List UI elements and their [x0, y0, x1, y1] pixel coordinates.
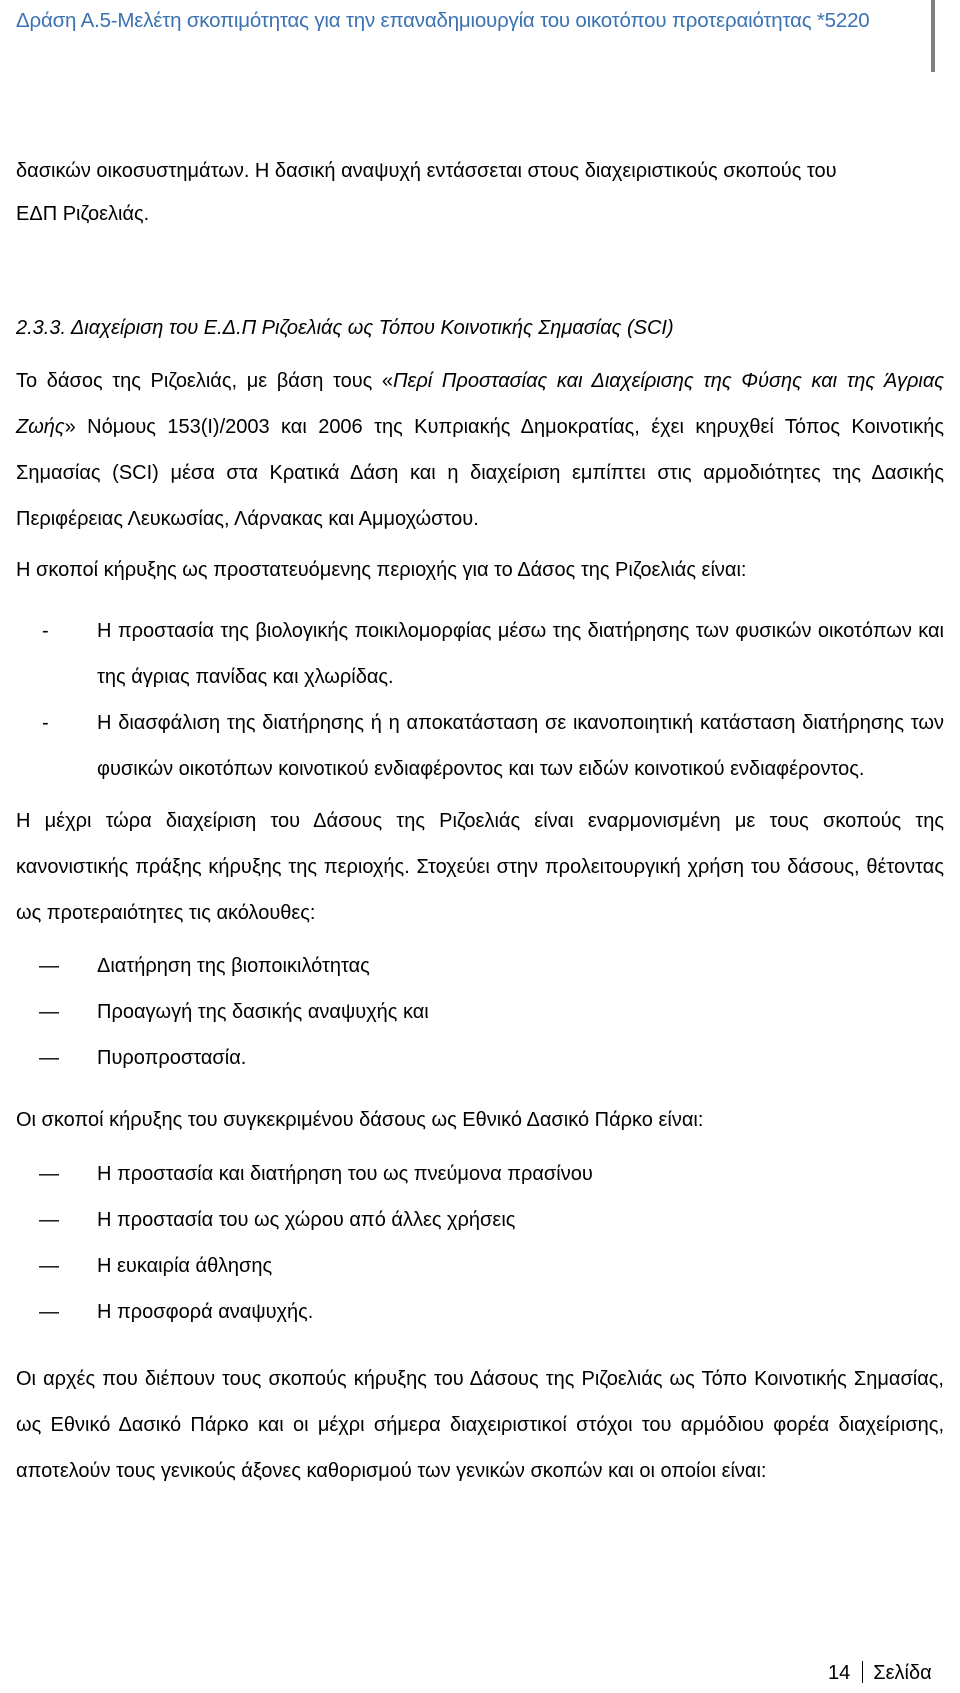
document-body [16, 155, 944, 1494]
paragraph-designation-goals: Η σκοποί κήρυξης ως προστατευόμενης περιοχής για το Δάσος της Ριζοελιάς είναι: [16, 559, 747, 581]
paragraph-legal-status-law-title: Περί Προστασίας και Διαχείρισης της Φύσης και της Άγριας Ζωής [16, 370, 944, 438]
emdash-bullet: — [39, 1001, 59, 1023]
designation-goals-list [16, 608, 944, 792]
page-number: 14 [828, 1662, 851, 1684]
priorities-list [16, 950, 944, 1074]
paragraph-legal-status-part1: Το δάσος της Ριζοελιάς, με βάση τους « [16, 370, 394, 392]
list-item-text: Η προσφορά αναψυχής. [97, 1301, 314, 1323]
emdash-bullet: — [39, 1255, 59, 1277]
dash-bullet: - [42, 620, 49, 642]
park-goals-list [16, 1158, 944, 1328]
emdash-bullet: — [39, 1301, 59, 1323]
list-item-text: Πυροπροστασία. [97, 1047, 247, 1069]
header-title: Δράση Α.5-Μελέτη σκοπιμότητας για την επαναδημιουργία του οικοτόπου προτεραιότητας *5220 [16, 9, 870, 32]
list-item-text: Η προστασία της βιολογικής ποικιλομορφίας μέσω της διατήρησης των φυσικών οικοτόπων και της άγριας πανίδας και χλωρίδας. [97, 620, 944, 688]
emdash-bullet: — [39, 1047, 59, 1069]
list-item [16, 1158, 944, 1190]
intro-line-2: ΕΔΠ Ριζοελιάς. [16, 203, 150, 225]
list-item-text: Η ευκαιρία άθλησης [97, 1255, 273, 1277]
page-footer [828, 1661, 932, 1685]
list-item [16, 1296, 944, 1328]
list-item-text: Διατήρηση της βιοποικιλότητας [97, 955, 370, 977]
footer-divider [862, 1661, 863, 1683]
emdash-bullet: — [39, 1209, 59, 1231]
list-item-text: Η προστασία του ως χώρου από άλλες χρήσεις [97, 1209, 516, 1231]
list-item [16, 996, 944, 1028]
page-header [0, 0, 960, 70]
paragraph-legal-status-part3: » Νόμους 153(Ι)/2003 και 2006 της Κυπριακής Δημοκρατίας, έχει κηρυχθεί Τόπος Κοινοτικής Σημασίας (SCI) μέσα στα Κρατικά Δάση και η διαχείριση εμπίπτει στις αρμοδιότητες της Δασικής Περιφέρειας Λευκωσίας, Λάρνακας και Αμμοχώστου. [16, 416, 944, 530]
section-title: 2.3.3. Διαχείριση του Ε.Δ.Π Ριζοελιάς ως Τόπου Κοινοτικής Σημασίας (SCI) [16, 317, 674, 339]
list-item [16, 950, 944, 982]
dash-bullet: - [42, 712, 49, 734]
paragraph-park-goals: Οι σκοποί κήρυξης του συγκεκριμένου δάσους ως Εθνικό Δασικό Πάρκο είναι: [16, 1109, 704, 1131]
page-label: Σελίδα [873, 1662, 932, 1684]
paragraph-principles: Οι αρχές που διέπουν τους σκοπούς κήρυξης του Δάσους της Ριζοελιάς ως Τόπο Κοινοτικής Σημασίας, ως Εθνικό Δασικό Πάρκο και οι μέχρι σήμερα διαχειριστικοί στόχοι του αρμόδιου φορέα διαχείρισης, αποτελούν τους γενικούς άξονες καθορισμού των γενικών σκοπών και οι οποίοι είναι: [16, 1368, 944, 1482]
list-item [16, 700, 944, 792]
emdash-bullet: — [39, 1163, 59, 1185]
list-item-text: Προαγωγή της δασικής αναψυχής και [97, 1001, 429, 1023]
list-item [16, 608, 944, 700]
intro-line-1: δασικών οικοσυστημάτων. Η δασική αναψυχή εντάσσεται στους διαχειριστικούς σκοπούς του [16, 160, 837, 182]
header-vertical-rule [931, 0, 935, 72]
list-item [16, 1204, 944, 1236]
list-item-text: Η διασφάλιση της διατήρησης ή η αποκατάσταση σε ικανοποιητική κατάσταση διατήρησης των φυσικών οικοτόπων κοινοτικού ενδιαφέροντος και των ειδών κοινοτικού ενδιαφέροντος. [97, 712, 944, 780]
paragraph-management: Η μέχρι τώρα διαχείριση του Δάσους της Ριζοελιάς είναι εναρμονισμένη με τους σκοπούς της κανονιστικής πράξης κήρυξης της περιοχής. Στοχεύει στην προλειτουργική χρήση του δάσους, θέτοντας ως προτεραιότητες τις ακόλουθες: [16, 810, 944, 924]
paragraph-legal-status [16, 358, 944, 542]
list-item [16, 1042, 944, 1074]
list-item-text: Η προστασία και διατήρηση του ως πνεύμονα πρασίνου [97, 1163, 593, 1185]
emdash-bullet: — [39, 955, 59, 977]
list-item [16, 1250, 944, 1282]
